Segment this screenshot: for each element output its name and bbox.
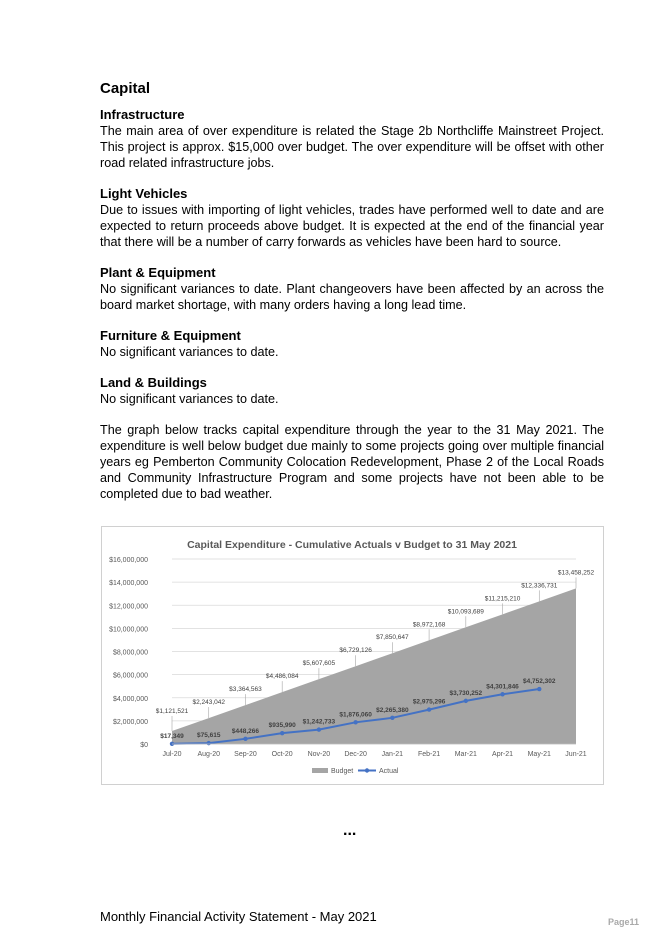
section-light-vehicles [100, 186, 604, 250]
section-land-buildings [100, 375, 604, 407]
actual-point [207, 741, 211, 745]
x-tick-label: Nov-20 [307, 751, 331, 758]
x-tick-label: Aug-20 [197, 751, 221, 758]
section-text: Due to issues with importing of light vehicles, trades have performed well to date and are expected to return proceeds above budget. It is expected at the end of the financial year that there will be a number of carry forwards as vehicles have been hard to source. [100, 203, 604, 249]
x-tick-label: May-21 [527, 751, 551, 758]
y-tick-label: $4,000,000 [112, 695, 148, 703]
actual-data-label: $1,242,733 [302, 718, 336, 726]
budget-data-label: $2,243,042 [192, 699, 226, 707]
actual-point [464, 699, 468, 703]
budget-data-label: $8,972,168 [412, 621, 446, 629]
actual-data-label: $935,990 [268, 722, 296, 730]
graph-intro-paragraph: The graph below tracks capital expenditure through the year to the 31 May 2021. The expenditure is well below budget due mainly to some projects going over multiple financial years eg Pemberton Community Colocation Redevelopment, Phase 2 of the Local Roads and Community Infrastructure Program and some projects have not been able to be completed due to bad weather. [100, 423, 604, 501]
budget-data-label: $7,850,647 [376, 634, 409, 642]
y-tick-label: $6,000,000 [112, 672, 148, 680]
section-furniture-equipment [100, 328, 604, 360]
budget-data-label: $10,093,689 [447, 608, 484, 616]
y-tick-label: $16,000,000 [109, 557, 148, 564]
actual-data-label: $2,265,380 [376, 706, 409, 714]
legend-actual-label: Actual [379, 768, 399, 775]
actual-point [353, 720, 357, 724]
page-title: Capital [100, 80, 151, 97]
actual-data-label: $4,752,302 [522, 678, 556, 686]
y-tick-label: $8,000,000 [112, 649, 148, 657]
budget-data-label: $1,121,521 [155, 708, 189, 716]
section-text: No significant variances to date. Plant changeovers have been affected by an across the board market shortage, with many orders having a long lead time. [100, 282, 604, 312]
legend-budget-swatch [312, 768, 328, 773]
y-tick-label: $10,000,000 [109, 626, 148, 634]
y-tick-label: $12,000,000 [109, 603, 148, 611]
section-title: Plant & Equipment [100, 265, 216, 280]
budget-data-label: $13,458,252 [557, 569, 595, 577]
budget-data-label: $5,607,605 [302, 660, 336, 668]
actual-data-label: $2,975,296 [412, 698, 446, 706]
section-infrastructure [100, 107, 604, 171]
x-tick-label: Jun-21 [565, 751, 587, 758]
actual-point [500, 692, 504, 696]
budget-data-label: $6,729,126 [339, 647, 372, 655]
capital-expenditure-chart [101, 526, 604, 785]
actual-point [317, 727, 321, 731]
actual-point [427, 707, 431, 711]
ellipsis: ... [343, 822, 357, 839]
actual-data-label: $17,349 [160, 732, 184, 740]
x-tick-label: Dec-20 [344, 751, 367, 758]
actual-point [390, 716, 394, 720]
legend-actual-marker [365, 768, 369, 772]
section-title: Land & Buildings [100, 375, 207, 390]
section-title: Light Vehicles [100, 186, 188, 201]
section-text: No significant variances to date. [100, 345, 279, 359]
page-number: Page11 [608, 917, 640, 927]
actual-point [537, 687, 541, 691]
actual-data-label: $448,266 [231, 727, 260, 735]
section-plant-equipment [100, 265, 604, 313]
budget-data-label: $4,486,084 [265, 673, 299, 681]
section-text: No significant variances to date. [100, 392, 279, 406]
actual-data-label: $1,876,060 [339, 711, 372, 719]
legend-budget-label: Budget [331, 768, 354, 775]
budget-data-label: $12,336,731 [521, 582, 558, 590]
chart-svg [102, 527, 603, 784]
x-tick-label: Sep-20 [234, 751, 257, 758]
actual-data-label: $75,615 [196, 732, 221, 740]
x-tick-label: Jul-20 [162, 751, 182, 758]
actual-point [243, 737, 247, 741]
x-tick-label: Mar-21 [454, 751, 477, 758]
x-tick-label: Apr-21 [492, 751, 514, 758]
actual-point [280, 731, 284, 735]
x-tick-label: Oct-20 [271, 751, 293, 758]
chart-title: Capital Expenditure - Cumulative Actuals v Budget to 31 May 2021 [187, 539, 517, 551]
footer-text: Monthly Financial Activity Statement - May 2021 [100, 909, 377, 924]
y-tick-label: $0 [140, 742, 148, 749]
budget-data-label: $3,364,563 [229, 686, 262, 694]
actual-data-label: $3,730,252 [449, 689, 483, 697]
x-tick-label: Feb-21 [417, 751, 441, 758]
x-tick-label: Jan-21 [381, 751, 404, 758]
y-tick-label: $14,000,000 [109, 580, 148, 588]
section-text: The main area of over expenditure is related the Stage 2b Northcliffe Mainstreet Project. This project is approx. $15,000 over budget. The over expenditure will be offset with other road related infrastructure jobs. [100, 124, 604, 170]
section-title: Furniture & Equipment [100, 328, 241, 343]
section-title: Infrastructure [100, 107, 185, 122]
budget-data-label: $11,215,210 [484, 595, 521, 603]
document-body [100, 80, 604, 502]
y-tick-label: $2,000,000 [112, 718, 148, 726]
actual-data-label: $4,301,846 [486, 683, 519, 691]
